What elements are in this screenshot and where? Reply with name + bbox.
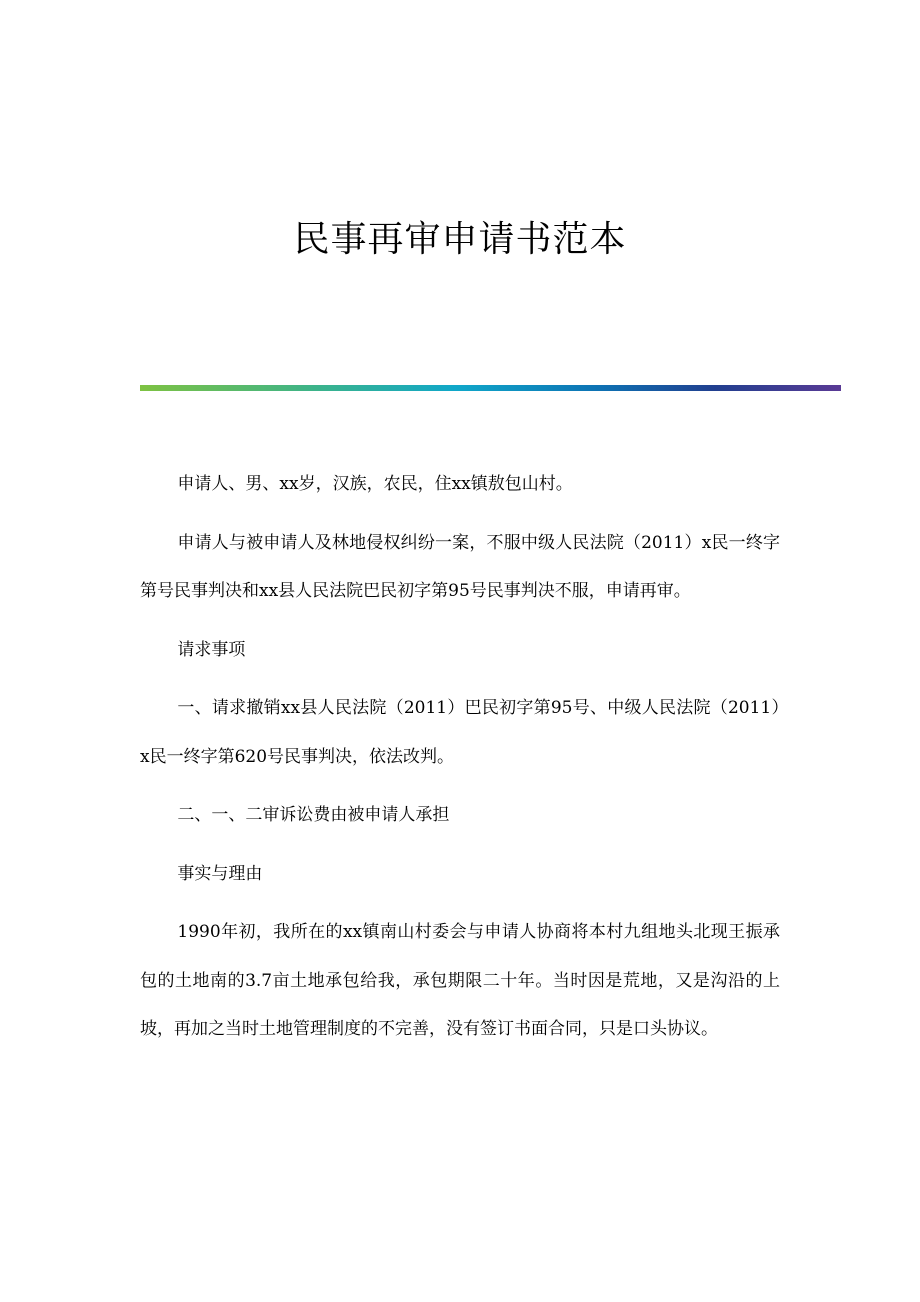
heading-requests: 请求事项: [177, 639, 246, 660]
paragraph-request-two: 二、一、二审诉讼费由被申请人承担: [177, 805, 450, 825]
paragraph-case-summary: 申请人与被申请人及林地侵权纠纷一案，不服中级人民法院（2011）x民一终字第号民事判决和xx县人民法院巴民初字第95号民事判决不服，申请再审。: [140, 532, 780, 601]
document-body: [140, 460, 780, 1060]
gradient-divider: [140, 385, 841, 391]
paragraph-request-one: 一、请求撤销xx县人民法院（2011）巴民初字第95号、中级人民法院（2011）x民一终字第620号民事判决，依法改判。: [140, 698, 780, 767]
heading-facts-reasons: 事实与理由: [177, 863, 263, 884]
page-title: 民事再审申请书范本: [293, 219, 627, 260]
paragraph-applicant-info: 申请人、男、xx岁，汉族，农民，住xx镇敖包山村。: [177, 474, 573, 494]
paragraph-facts: 1990年初，我所在的xx镇南山村委会与申请人协商将本村九组地头北现王振承包的土地南的3.7亩土地承包给我，承包期限二十年。当时因是荒地，又是沟沿的上坡，再加之当时土地管理制度的不完善，没有签订书面合同，只是口头协议。: [140, 922, 780, 1039]
